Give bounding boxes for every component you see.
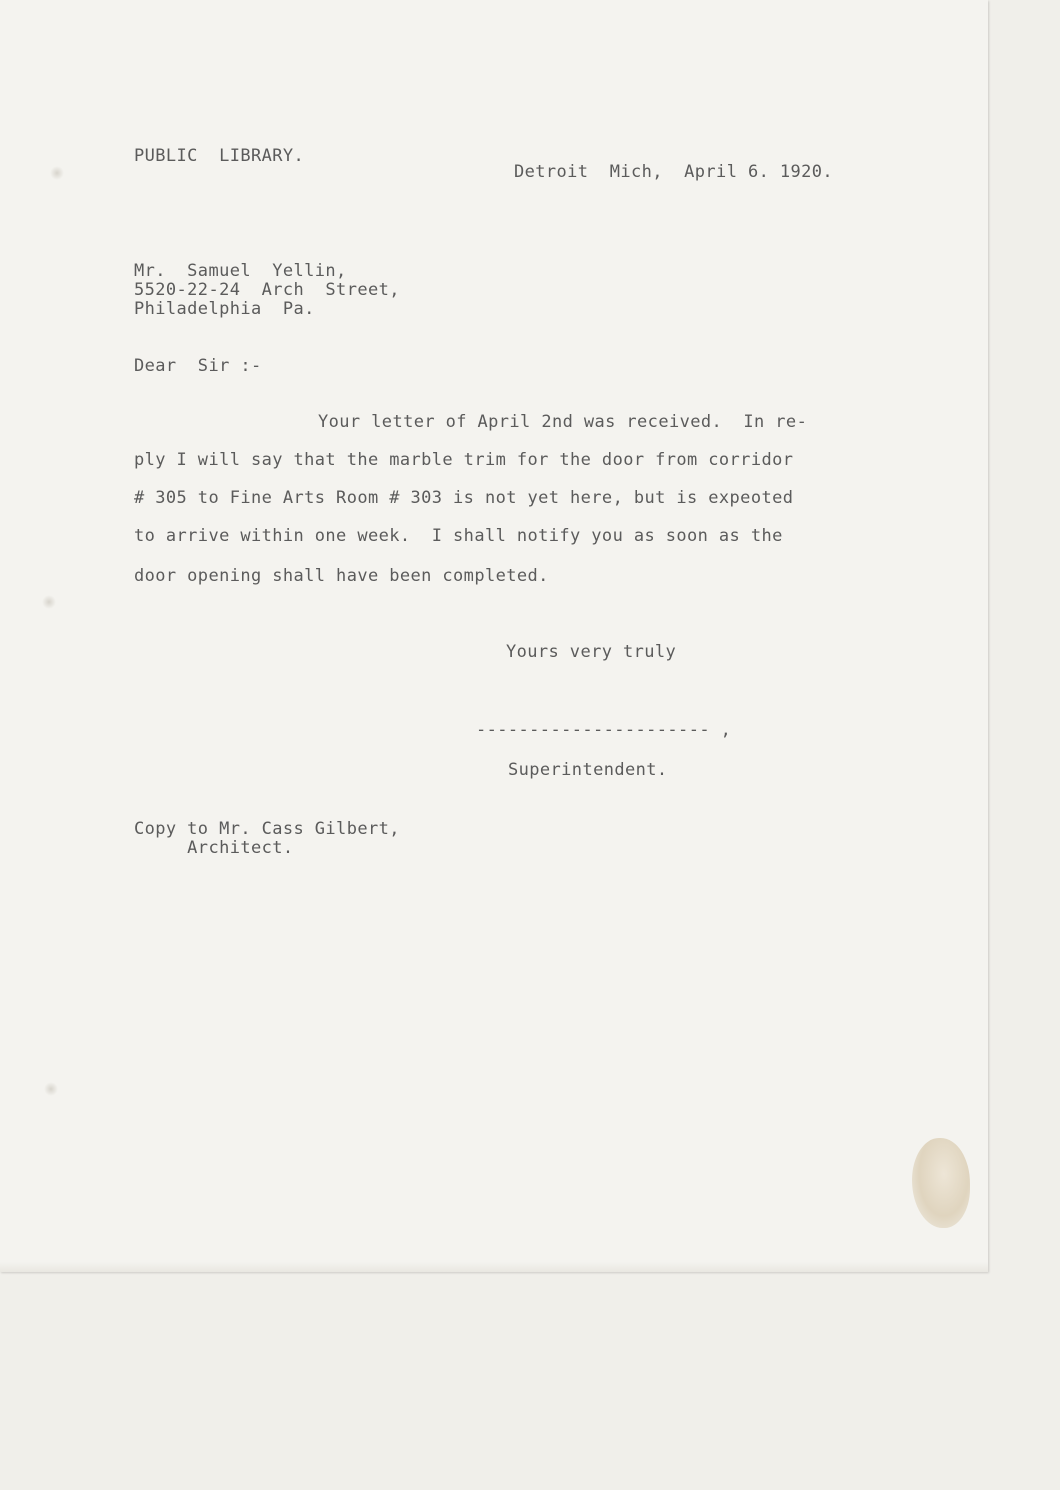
- body-line: door opening shall have been completed.: [134, 566, 549, 586]
- recipient-line: 5520-22-24 Arch Street,: [134, 280, 400, 300]
- letterhead: PUBLIC LIBRARY.: [134, 146, 305, 166]
- dateline: Detroit Mich, April 6. 1920.: [514, 162, 834, 182]
- copy-line: Architect.: [134, 838, 294, 858]
- copy-line: Copy to Mr. Cass Gilbert,: [134, 819, 400, 839]
- binder-hole-mark: [50, 166, 64, 180]
- body-line: Your letter of April 2nd was received. In re-: [318, 412, 808, 432]
- binder-hole-mark: [42, 595, 56, 609]
- binder-hole-mark: [44, 1082, 58, 1096]
- recipient-line: Mr. Samuel Yellin,: [134, 261, 347, 281]
- body-line: # 305 to Fine Arts Room # 303 is not yet here, but is expeoted: [134, 488, 794, 508]
- closing: Yours very truly: [506, 642, 677, 662]
- signature-line: ---------------------- ,: [476, 720, 732, 740]
- salutation: Dear Sir :-: [134, 356, 262, 376]
- recipient-address: [134, 262, 400, 319]
- body-line: to arrive within one week. I shall notify you as soon as the: [134, 526, 783, 546]
- paper-stain: [912, 1138, 970, 1228]
- body-line: ply I will say that the marble trim for the door from corridor: [134, 450, 794, 470]
- copy-notation: [134, 820, 400, 858]
- recipient-line: Philadelphia Pa.: [134, 299, 315, 319]
- signer-title: Superintendent.: [508, 760, 668, 780]
